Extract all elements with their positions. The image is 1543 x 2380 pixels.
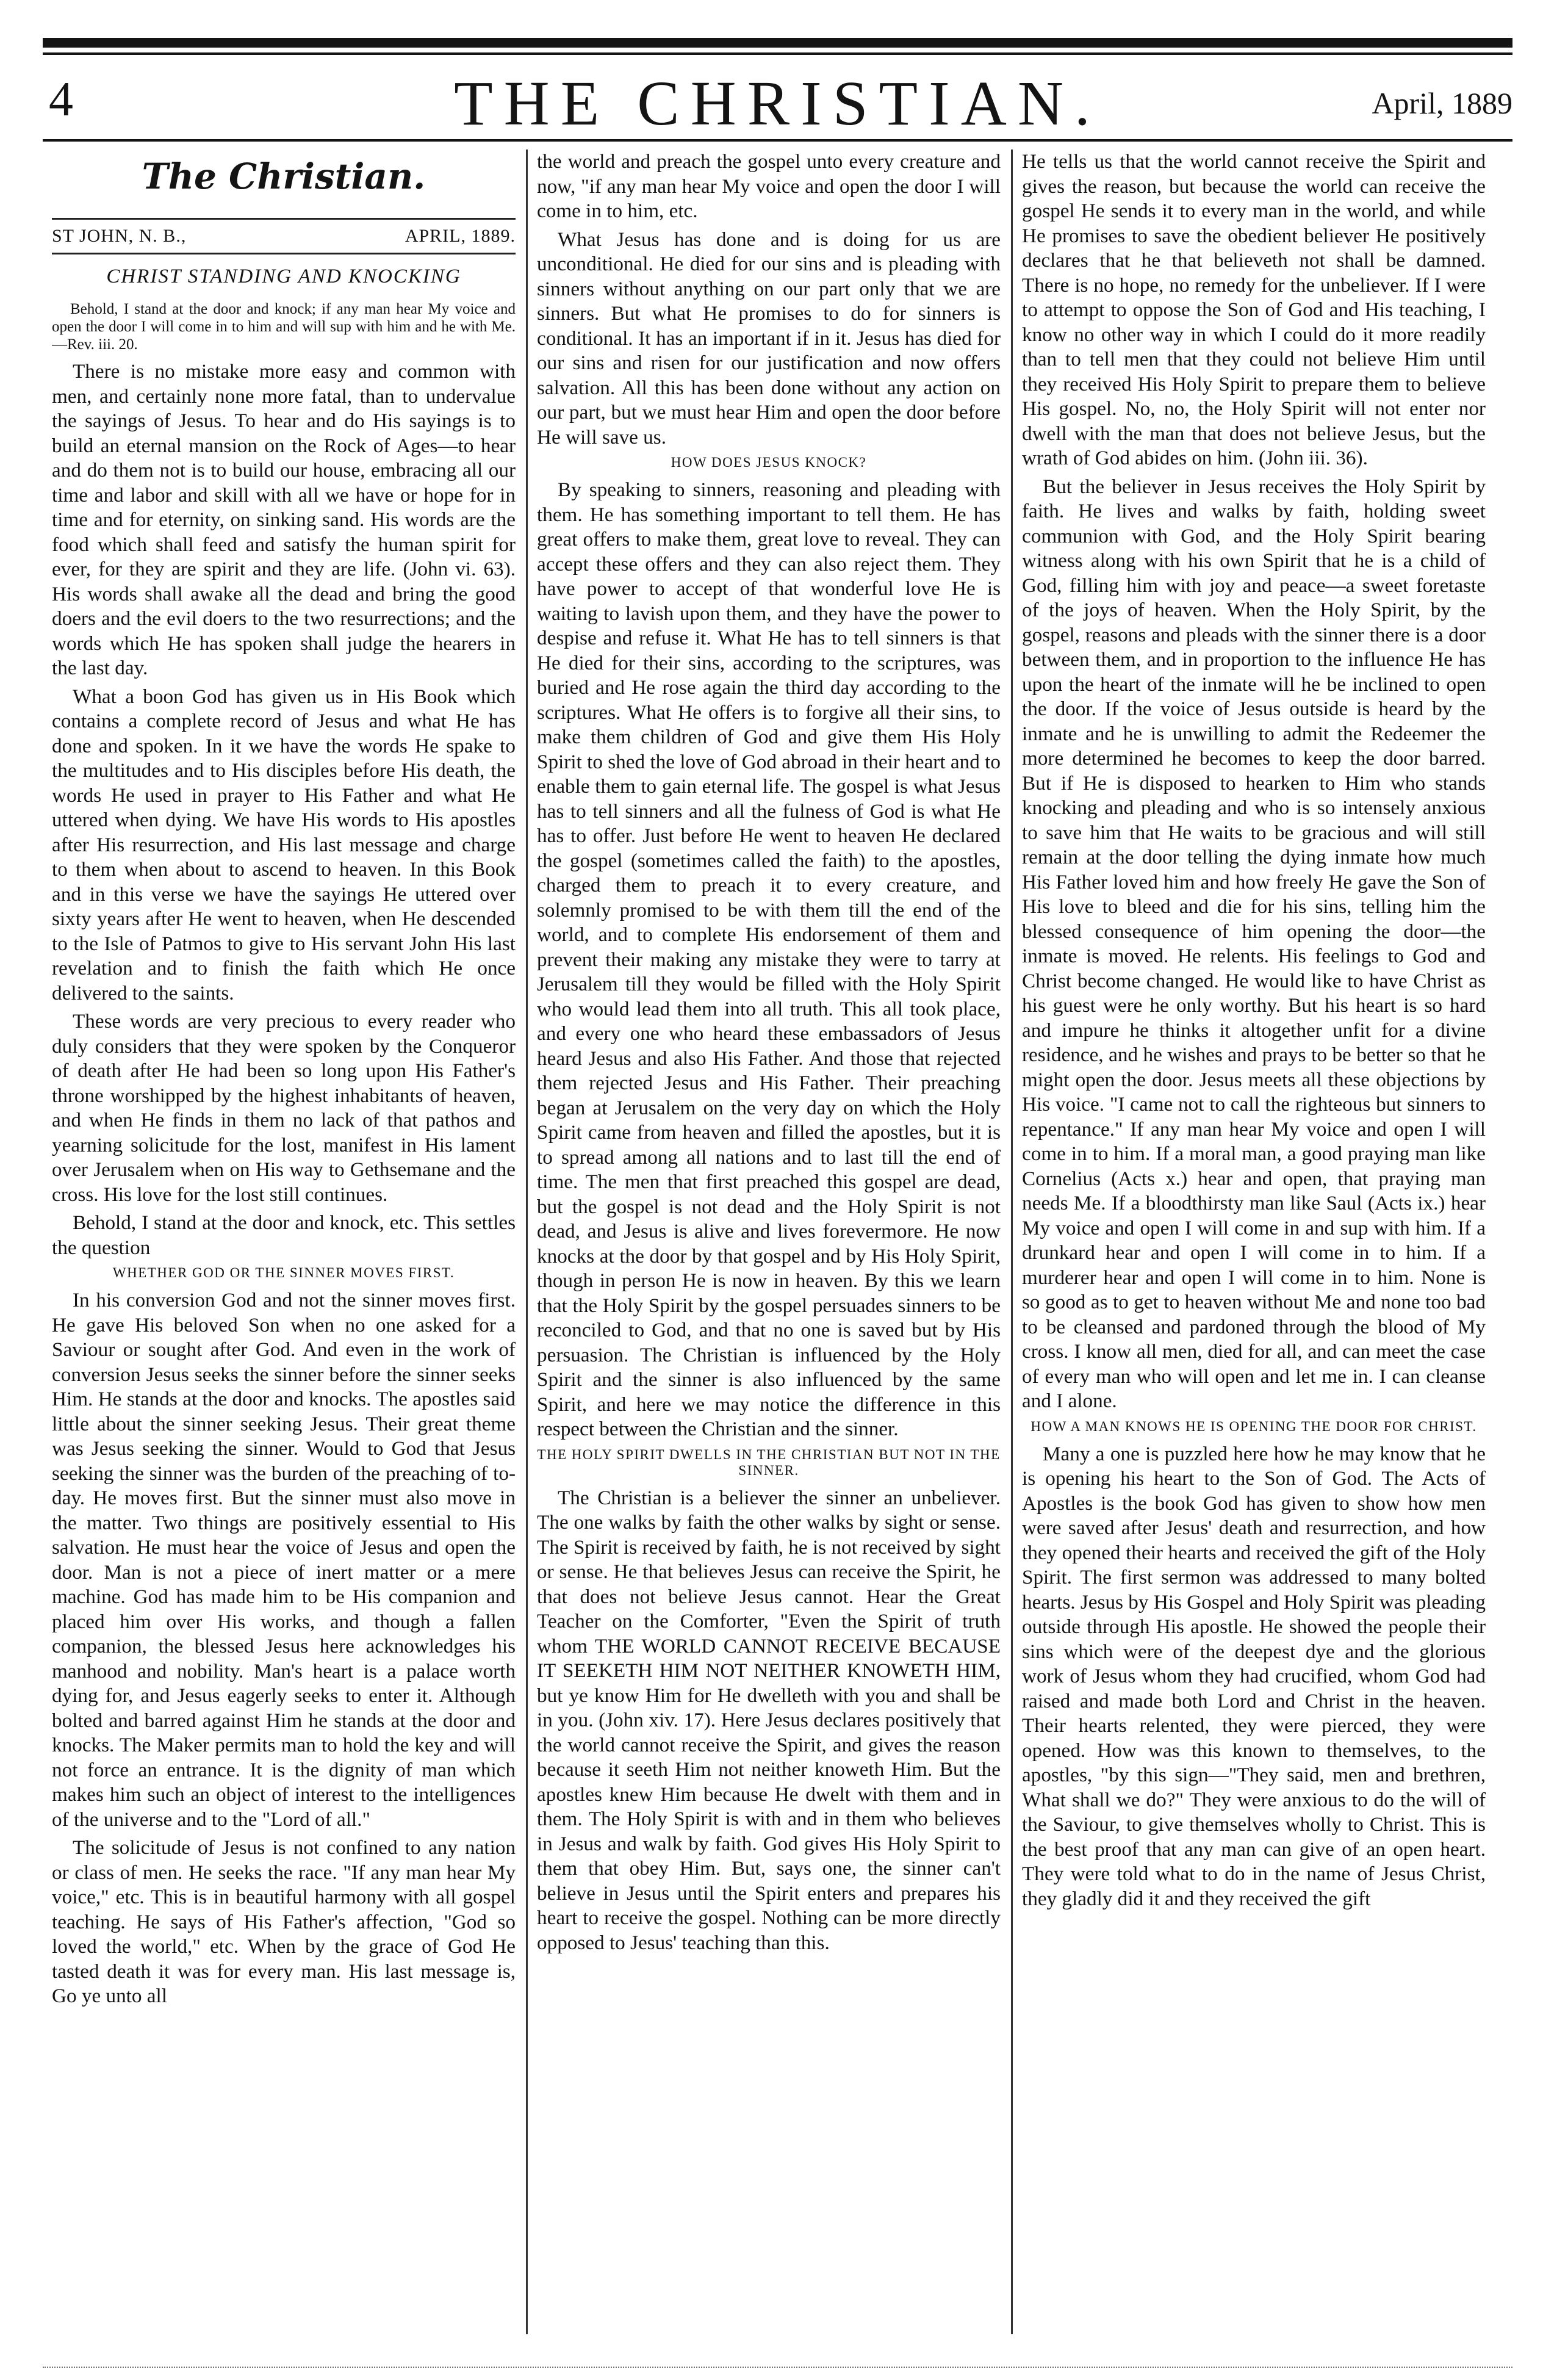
paragraph: What a boon God has given us in His Book which contains a complete record of Jesus and what He has done and spoken. In it we have the words He spake to the multitudes and to His disciples before His death, the words He used in prayer to His Father and what He uttered when dying. We have His words to His apostles after His resurrection, and His last message and charge to them when about to ascend to heaven. In this Book and in this verse we have the sayings He uttered over sixty years after He went to heaven, when He descended to the Isle of Patmos to give to His servant John His last revelation and to finish the faith which He once delivered to the saints.: [52, 685, 516, 1004]
section-subhead: THE HOLY SPIRIT DWELLS IN THE CHRISTIAN BUT NOT IN THE SINNER.: [537, 1446, 1001, 1478]
masthead-date: April, 1889: [1372, 86, 1512, 120]
dateline: [52, 218, 516, 254]
paragraph: Behold, I stand at the door and knock, etc. This settles the question: [52, 1211, 516, 1259]
masthead-title: THE CHRISTIAN.: [454, 68, 1101, 139]
epigraph: Behold, I stand at the door and knock; if any man hear My voice and open the door I will come in to him and will sup with him and he with Me.—Rev. iii. 20.: [52, 301, 516, 353]
masthead: [43, 67, 1512, 140]
column-1: [52, 150, 516, 2340]
paragraph: There is no mistake more easy and common with men, and certainly none more fatal, than to undervalue the sayings of Jesus. To hear and do His sayings is to build an eternal mansion on the Rock of Ages—to hear and do them not is to build our house, embracing all our time and labor and skill with all we have or hope for in time and for eternity, on sinking sand. His words are the food which shall feed and satisfy the human spirit for ever, for they are spirit and they are life. (John vi. 63). His words shall awake all the dead and bring the good doers and the evil doers to the two resurrections; and the words which He has spoken shall judge the hearers in the last day.: [52, 360, 516, 679]
top-border-rule: [43, 38, 1512, 48]
article-title: CHRIST STANDING AND KNOCKING: [106, 265, 461, 287]
paragraph: Many a one is puzzled here how he may know that he is opening his heart to the Son of God. The Acts of Apostles is the book God has given to show how men were saved after Jesus' death and resurrection, and how they opened their hearts and received the gift of the Holy Spirit. The first sermon was addressed to many bolted hearts. Jesus by His Gospel and Holy Spirit was pleading outside through His apostle. He showed the people their sins which were of the deepest dye and the glorious work of Jesus whom they had crucified, whom God had raised and made both Lord and Christ in the heaven. Their hearts relented, they were pierced, they were opened. How was this known to themselves, to the apostles, "by this sign—"They said, men and brethren, What shall we do?" They were anxious to do the will of the Saviour, to give themselves wholly to Christ. This is the best proof that any man can give of an open heart. They were told what to do in the name of Jesus Christ, they gladly did it and they received the gift: [1022, 1442, 1486, 1910]
section-subhead: HOW A MAN KNOWS HE IS OPENING THE DOOR FOR CHRIST.: [1030, 1418, 1477, 1434]
paragraph: the world and preach the gospel unto every creature and now, "if any man hear My voice and open the door I will come in to him, etc.: [537, 150, 1001, 222]
column-divider: [526, 150, 528, 2334]
top-border-thin-rule: [43, 52, 1512, 55]
paragraph: He tells us that the world cannot receive the Spirit and gives the reason, but because the world can receive the gospel He sends it to every man in the world, and while He promises to save the obedient believer He positively declares that he that believeth not shall be damned. There is no hope, no remedy for the unbeliever. If I were to attempt to oppose the Son of God and His teaching, I know no other way in which I could do it more readily than to tell men that they could not believe Him until they received His Holy Spirit to prepare them to believe His gospel. No, no, the Holy Spirit will not enter nor dwell with the man that does not believe Jesus, but the wrath of God abides on him. (John iii. 36).: [1022, 150, 1486, 469]
section-subhead: HOW DOES JESUS KNOCK?: [671, 455, 867, 470]
page-number: 4: [49, 73, 73, 126]
paragraph: In his conversion God and not the sinner moves first. He gave His beloved Son when no one asked for a Saviour or sought after God. And even in the work of conversion Jesus seeks the sinner before the sinner seeks Him. He stands at the door and knocks. The apostles said little about the sinner seeking Jesus. Their great theme was Jesus seeking the sinner. Would to God that Jesus seeking the sinner was the burden of the preaching of to-day. He moves first. But the sinner must also move in the matter. Two things are positively essential to His salvation. He must hear the voice of Jesus and open the door. Man is not a piece of inert matter or a mere machine. God has made him to be His companion and placed him over His works, and though a fallen companion, the blessed Jesus here acknowledges his manhood and nobility. Man's heart is a palace worth dying for, and Jesus eagerly seeks to enter it. Although bolted and barred against Him he stands at the door and knocks. The Maker permits man to hold the key and will not force an entrance. It is the dignity of man which makes him such an object of interest to the intelligences of the universe and to the "Lord of all.": [52, 1289, 516, 1831]
masthead-bottom-rule: [43, 139, 1512, 142]
column-divider: [1011, 150, 1013, 2334]
paragraph: But the believer in Jesus receives the Holy Spirit by faith. He lives and walks by faith, holding sweet communion with God, and the Holy Spirit bearing witness along with his own Spirit that he is a child of God, filling him with joy and peace—a sweet foretaste of the joys of heaven. When the Holy Spirit, by the gospel, reasons and pleads with the sinner there is a door between them, and in proportion to the influence He has upon the heart of the inmate will he be inclined to open the door. If the voice of Jesus outside is heard by the inmate and he is unwilling to admit the Redeemer the more determined he becomes to keep the door barred. But if He is disposed to hearken to Him who stands knocking and pleading and who is so intensely anxious to save him that He waits to be gracious and will still remain at the door telling the dying inmate how much His Father loved him and how freely He gave the Son of His love to bleed and die for his sins, telling him the blessed consequence of him opening the door—the inmate is moved. He relents. His feelings to God and Christ become changed. He would like to have Christ as his guest were he only worthy. But his heart is so hard and impure he thinks it altogether unfit for a divine residence, and he wishes and prays to be better so that he might open the door. Jesus meets all these objections by His voice. "I came not to call the righteous but sinners to repentance." If any man hear My voice and open I will come in to him. If a moral man, a good praying man like Cornelius (Acts x.) hear and open, that praying man needs Me. If a bloodthirsty man like Saul (Acts ix.) hear My voice and open I will come in and sup with him. If a drunkard hear and open I will come in to him. If a murderer hear and open I will come in to him. None is so good as to get to heaven without Me and none too bad to be cleansed and pardoned through the blood of My cross. I know all men, died for all, and can meet the case of every man who will open and let me in. I can cleanse and I alone.: [1022, 475, 1486, 1412]
column-3: [1022, 150, 1486, 2340]
paragraph: The Christian is a believer the sinner an unbeliever. The one walks by faith the other walks by sight or sense. The Spirit is received by faith, he is not received by sight or sense. He that believes Jesus can receive the Spirit, he that does not believe Jesus cannot. Hear the Great Teacher on the Comforter, "Even the Spirit of truth whom THE WORLD CANNOT RECEIVE BECAUSE IT SEEKETH HIM NOT NEITHER KNOWETH HIM, but ye know Him for He dwelleth with you and shall be in you. (John xiv. 17). Here Jesus declares positively that the world cannot receive the Spirit, and gives the reason because it seeth Him not neither knoweth Him. But the apostles knew Him because He dwelt with them and in them. The Holy Spirit is with and in them who believes in Jesus and walk by faith. God gives His Holy Spirit to them that obey Him. But, says one, the sinner can't believe in Jesus until the Spirit enters and prepares his heart to receive the gospel. Nothing can be more directly opposed to Jesus' teaching than this.: [537, 1486, 1001, 1954]
section-subhead: WHETHER GOD OR THE SINNER MOVES FIRST.: [112, 1265, 455, 1280]
bottom-edge: [43, 2367, 1512, 2373]
dateline-place: ST JOHN, N. B.,: [52, 226, 187, 246]
column-2: [537, 150, 1001, 2340]
paragraph: What Jesus has done and is doing for us are unconditional. He died for our sins and is pleading with sinners without anything on our part only that we are sinners. But what He promises to do for sinners is conditional. It has an important if in it. Jesus has died for our sins and risen for our justification and now offers salvation. All this has been done without any action on our part, but we must hear Him and open the door before He will save us.: [537, 228, 1001, 449]
dateline-date: APRIL, 1889.: [405, 226, 516, 246]
nameplate: The Christian.: [142, 156, 426, 197]
paragraph: By speaking to sinners, reasoning and pleading with them. He has something important to tell them. He has great offers to make them, great love to reveal. They can accept these offers and they can also reject them. They have power to accept of that wonderful love He is waiting to lavish upon them, and they have the power to despise and refuse it. What He has to tell sinners is that He died for their sins, according to the scriptures, was buried and He rose again the third day according to the scriptures. What He offers is to forgive all their sins, to make them children of God and give them His Holy Spirit to shed the love of God abroad in their heart and to enable them to gain eternal life. The gospel is what Jesus has to tell sinners and all the fulness of God is what He has to offer. Just before He went to heaven He declared the gospel (sometimes called the faith) to the apostles, charged them to preach it to every creature, and solemnly promised to be with them till the end of the world, and to complete His endorsement of them and prevent their making any mistake they were to tarry at Jerusalem till they would be filled with the Holy Spirit who would lead them into all truth. This all took place, and every one who heard these embassadors of Jesus heard Jesus and also His Father. And those that rejected them rejected Jesus and His Father. Their preaching began at Jerusalem on the very day on which the Holy Spirit came from heaven and filled the apostles, but it is to spread among all nations and to last till the end of time. The men that first preached this gospel are dead, but the gospel is not dead and the Holy Spirit is not dead, and Jesus is alive and lives forevermore. He now knocks at the door by that gospel and by His Holy Spirit, though in person He is now in heaven. By this we learn that the Holy Spirit by the gospel persuades sinners to be reconciled to God, and that no one is saved but by His persuasion. The Christian is influenced by the Holy Spirit and the sinner is also influenced by the same Spirit, and here we may notice the difference in this respect between the Christian and the sinner.: [537, 478, 1001, 1440]
paragraph: These words are very precious to every reader who duly considers that they were spoken by the Conqueror of death after He had been so long upon His Father's throne worshipped by the highest inhabitants of heaven, and when He finds in them no lack of that pathos and yearning solicitude for the lost, manifest in His lament over Jerusalem when on His way to Gethsemane and the cross. His love for the lost still continues.: [52, 1010, 516, 1206]
paragraph: The solicitude of Jesus is not confined to any nation or class of men. He seeks the race. "If any man hear My voice," etc. This is in beautiful harmony with all gospel teaching. He says of His Father's affection, "God so loved the world," etc. When by the grace of God He tasted death it was for every man. His last message is, Go ye unto all: [52, 1836, 516, 2007]
